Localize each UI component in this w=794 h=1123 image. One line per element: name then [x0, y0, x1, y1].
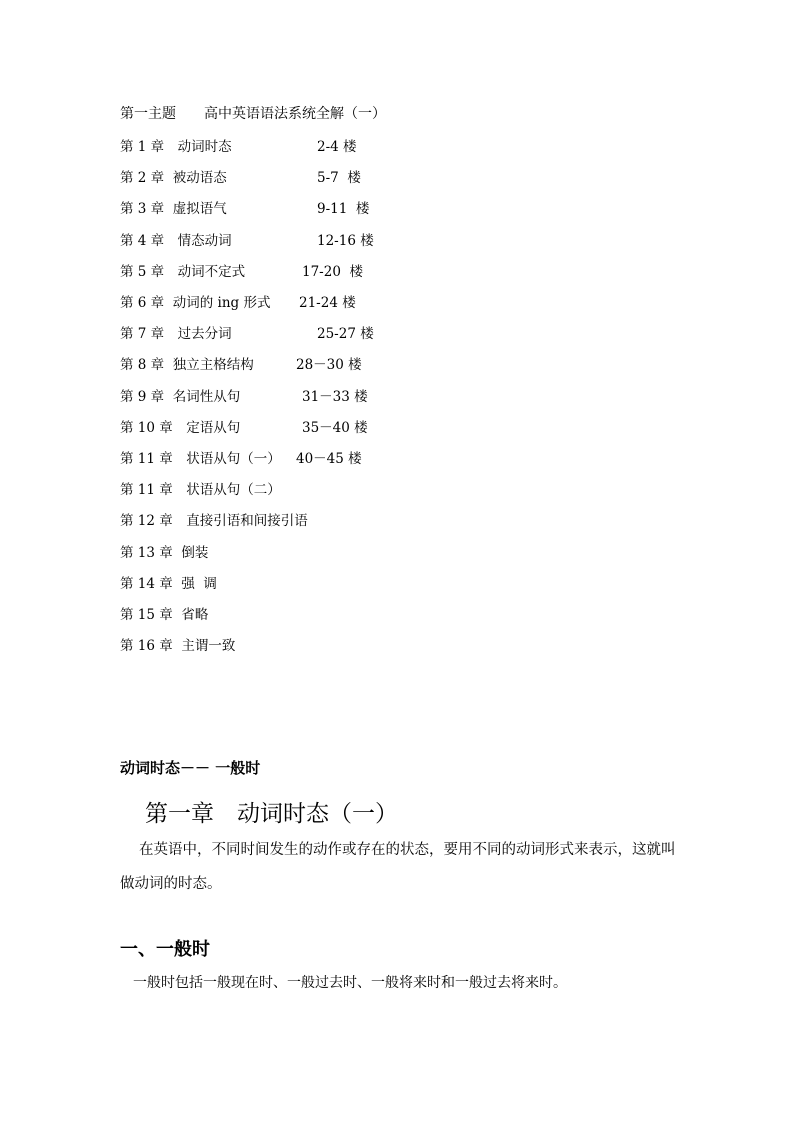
- toc-chapter: 第 10 章 定语从句: [120, 420, 241, 436]
- toc-floors: 9-11 楼: [317, 201, 370, 217]
- toc-chapter: 第 7 章 过去分词: [120, 326, 232, 342]
- toc-floors: 31－33 楼: [302, 389, 368, 405]
- toc-chapter: 第 3 章 虚拟语气: [120, 201, 227, 217]
- toc-chapter: 第 6 章 动词的 ing 形式: [120, 295, 271, 311]
- toc-floors: 35－40 楼: [302, 420, 368, 436]
- toc-chapter: 第 14 章 强 调: [120, 576, 217, 592]
- intro-paragraph: 在英语中，不同时间发生的动作或存在的状态，要用不同的动词形式来表示，这就叫做动词的时态。: [120, 842, 676, 892]
- toc-floors: 2-4 楼: [317, 139, 357, 155]
- chapter-title: 第一章 动词时态（一）: [145, 801, 398, 827]
- section-heading: 动词时态－－ 一般时: [120, 759, 261, 777]
- toc-floors: 21-24 楼: [299, 295, 356, 311]
- toc-chapter: 第 4 章 情态动词: [120, 233, 232, 249]
- toc-floors: 5-7 楼: [317, 170, 361, 186]
- toc-title: 第一主题 高中英语语法系统全解（一）: [120, 106, 386, 122]
- toc-floors: 40－45 楼: [296, 451, 362, 467]
- toc-chapter: 第 1 章 动词时态: [120, 139, 232, 155]
- subsection-heading: 一、一般时: [120, 939, 210, 960]
- toc-chapter: 第 11 章 状语从句（一）: [120, 451, 281, 467]
- toc-chapter: 第 15 章 省略: [120, 607, 209, 623]
- subsection-text: 一般时包括一般现在时、一般过去时、一般将来时和一般过去将来时。: [133, 975, 567, 991]
- toc-chapter: 第 13 章 倒装: [120, 545, 209, 561]
- toc-floors: 28－30 楼: [296, 357, 362, 373]
- toc-chapter: 第 5 章 动词不定式: [120, 264, 246, 280]
- toc-floors: 12-16 楼: [317, 233, 374, 249]
- toc-chapter: 第 2 章 被动语态: [120, 170, 227, 186]
- toc-floors: 25-27 楼: [317, 326, 374, 342]
- toc-chapter: 第 16 章 主谓一致: [120, 638, 236, 654]
- toc-chapter: 第 8 章 独立主格结构: [120, 357, 254, 373]
- toc-chapter: 第 12 章 直接引语和间接引语: [120, 513, 308, 529]
- toc-floors: 17-20 楼: [302, 264, 364, 280]
- toc-chapter: 第 11 章 状语从句（二）: [120, 482, 281, 498]
- toc-chapter: 第 9 章 名词性从句: [120, 389, 241, 405]
